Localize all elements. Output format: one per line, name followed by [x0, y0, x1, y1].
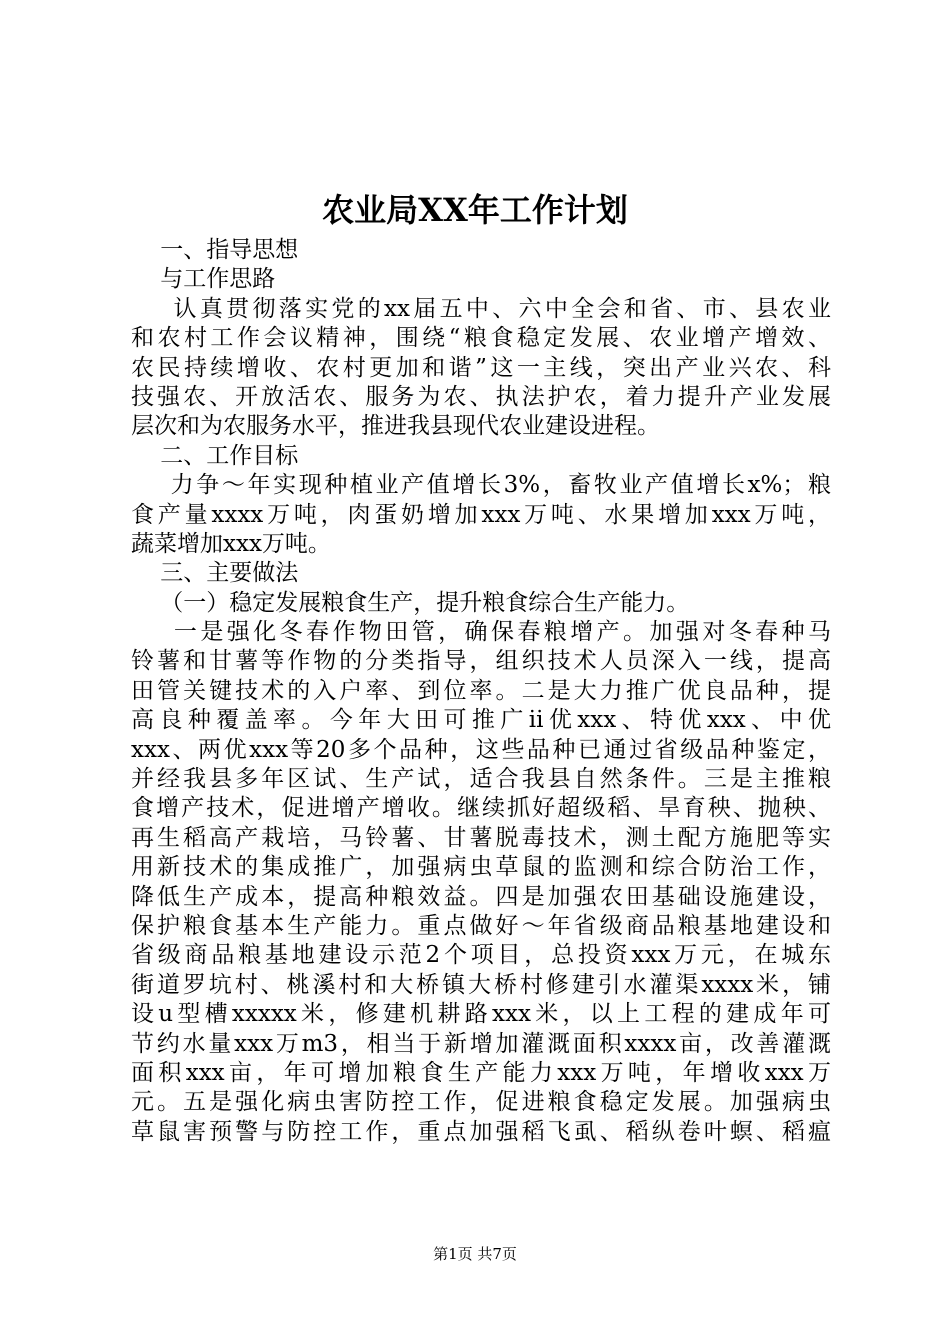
body-line: 高良种覆盖率。今年大田可推广ii优xxx、特优xxx、中优: [131, 707, 831, 734]
body-line: 面积xxx亩，年可增加粮食生产能力xxx万吨，年增收xxx万: [131, 1059, 831, 1086]
body-line: 铃薯和甘薯等作物的分类指导，组织技术人员深入一线，提高: [131, 648, 831, 675]
body-line: 与工作思路: [131, 266, 276, 293]
body-line: 层次和为农服务水平，推进我县现代农业建设进程。: [131, 413, 660, 440]
body-line: 省级商品粮基地建设示范2个项目，总投资xxx万元，在城东: [131, 942, 831, 969]
body-line: 降低生产成本，提高种粮效益。四是加强农田基础设施建设，: [131, 883, 831, 910]
body-line: 认真贯彻落实党的xx届五中、六中全会和省、市、县农业: [131, 295, 831, 322]
document-title: 农业局XX年工作计划: [322, 191, 628, 229]
body-line: 用新技术的集成推广，加强病虫草鼠的监测和综合防治工作，: [131, 854, 831, 881]
body-line: 再生稻高产栽培，马铃薯、甘薯脱毒技术，测土配方施肥等实: [131, 824, 831, 851]
body-line: 元。五是强化病虫害防控工作，促进粮食稳定发展。加强病虫: [131, 1089, 831, 1116]
body-line: 力争～年实现种植业产值增长3%，畜牧业产值增长x%；粮: [131, 472, 831, 499]
body-line: 食产量xxxx万吨，肉蛋奶增加xxx万吨、水果增加xxx万吨，: [131, 501, 831, 528]
body-line: 并经我县多年区试、生产试，适合我县自然条件。三是主推粮: [131, 766, 831, 793]
document-body: [131, 236, 831, 1147]
body-line: 食增产技术，促进增产增收。继续抓好超级稻、旱育秧、抛秧、: [131, 795, 831, 822]
body-line: 二、工作目标: [131, 442, 299, 469]
body-line: 草鼠害预警与防控工作，重点加强稻飞虱、稻纵卷叶螟、稻瘟: [131, 1118, 831, 1145]
body-line: 一是强化冬春作物田管，确保春粮增产。加强对冬春种马: [131, 619, 831, 646]
body-line: 一、指导思想: [131, 237, 299, 263]
body-line: 田管关键技术的入户率、到位率。二是大力推广优良品种，提: [131, 677, 831, 704]
body-line: 街道罗坑村、桃溪村和大桥镇大桥村修建引水灌渠xxxx米，铺: [131, 971, 831, 998]
body-line: 三、主要做法: [131, 560, 299, 587]
body-line: 蔬菜增加xxx万吨。: [131, 530, 331, 557]
body-line: 节约水量xxx万m3，相当于新增加灌溉面积xxxx亩，改善灌溉: [131, 1030, 831, 1057]
body-line: （一）稳定发展粮食生产，提升粮食综合生产能力。: [131, 589, 690, 616]
body-line: xxx、两优xxx等20多个品种，这些品种已通过省级品种鉴定，: [131, 736, 831, 763]
body-line: 设u型槽xxxxx米，修建机耕路xxx米，以上工程的建成年可: [131, 1001, 831, 1028]
body-line: 和农村工作会议精神，围绕“粮食稳定发展、农业增产增效、: [131, 325, 831, 352]
page-footer: 第1页 共7页: [433, 1245, 517, 1263]
body-line: 农民持续增收、农村更加和谐”这一主线，突出产业兴农、科: [131, 354, 831, 381]
body-line: 保护粮食基本生产能力。重点做好～年省级商品粮基地建设和: [131, 912, 831, 939]
body-line: 技强农、开放活农、服务为农、执法护农，着力提升产业发展: [131, 383, 831, 410]
